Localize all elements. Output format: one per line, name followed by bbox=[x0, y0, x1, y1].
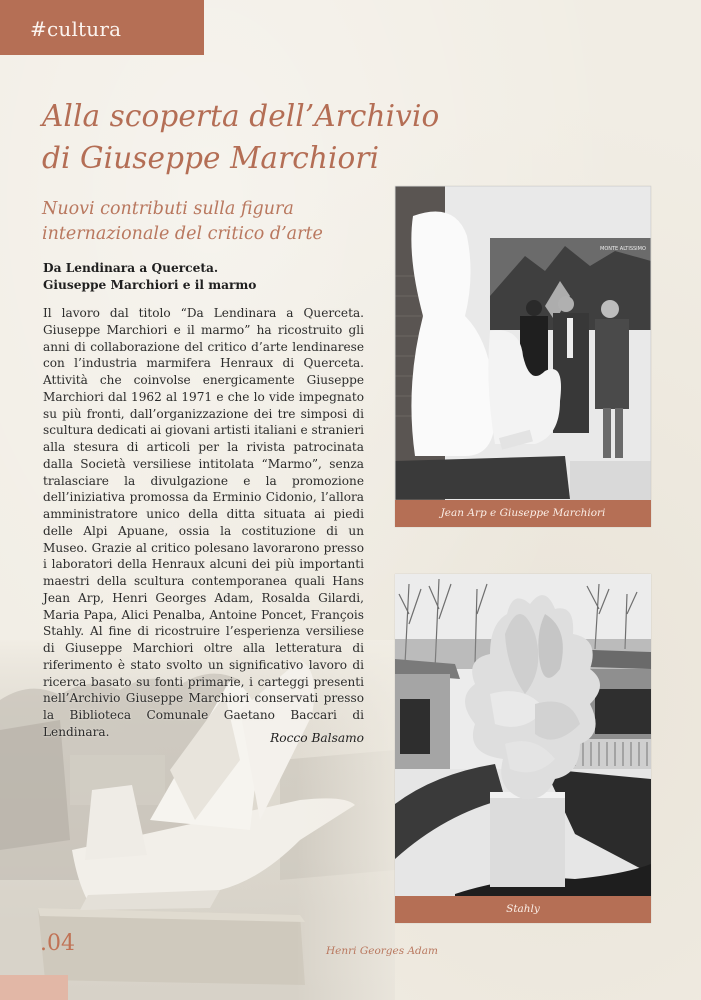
subtitle-line-2: internazionale del critico d’arte bbox=[42, 224, 323, 244]
article-subtitle bbox=[42, 197, 323, 247]
section-heading bbox=[43, 260, 256, 294]
article-title bbox=[42, 95, 439, 179]
photo-stahly bbox=[395, 574, 651, 923]
page-number: .04 bbox=[40, 931, 75, 956]
title-line-2: di Giuseppe Marchiori bbox=[42, 141, 380, 175]
section-tag bbox=[0, 0, 204, 55]
heading-line-1: Da Lendinara a Querceta. bbox=[43, 261, 219, 275]
photo-caption: Jean Arp e Giuseppe Marchiori bbox=[395, 500, 651, 527]
author-signature: Rocco Balsamo bbox=[270, 731, 364, 745]
article-body: Il lavoro dal titolo “Da Lendinara a Querceta. Giuseppe Marchiori e il marmo” ha ricostruito gli anni di collaborazione del critico d’arte lendinarese con l’industria marmifera Henraux di Querceta. Attività che coinvolse energicamente Giuseppe Marchiori dal 1962 al 1971 e che lo vide impegnato su più fronti, dall’organizzazione dei tre simposi di scultura dedicati ai giovani artisti italiani e stranieri alla stesura di articoli per la rivista patrocinata dalla Società versiliese intitolata “Marmo”, senza tralasciare la divulgazione e la promozione dell’iniziativa promossa da Erminio Cidonio, l’allora amministratore unico della ditta situata ai piedi delle Alpi Apuane, ossia la costituzione di un Museo. Grazie al critico polesano lavorarono presso i laboratori della Henraux alcuni dei più importanti maestri della scultura contemporanea quali Hans Jean Arp, Henri Georges Adam, Rosalda Gilardi, Maria Papa, Alici Penalba, Antoine Poncet, François Stahly. Al fine di ricostruire l’esperienza versiliese di Giuseppe Marchiori oltre alla letteratura di riferimento è stato svolto un significativo lavoro di ricerca basato su fonti primarie, i carteggi presenti nell’Archivio Giuseppe Marchiori conservati presso la Biblioteca Comunale Gaetano Baccari di Lendinara. bbox=[43, 306, 364, 739]
background-photo-caption: Henri Georges Adam bbox=[326, 945, 438, 957]
decorative-pink-block bbox=[0, 975, 68, 1000]
photo-jean-arp bbox=[395, 186, 651, 527]
heading-line-2: Giuseppe Marchiori e il marmo bbox=[43, 278, 257, 292]
title-line-1: Alla scoperta dell’Archivio bbox=[42, 99, 440, 133]
photo-caption: Stahly bbox=[395, 896, 651, 923]
section-tag-label: #cultura bbox=[30, 17, 122, 41]
subtitle-line-1: Nuovi contributi sulla figura bbox=[42, 199, 294, 219]
mural-sign-text: MONTE ALTISSIMO bbox=[600, 246, 646, 252]
